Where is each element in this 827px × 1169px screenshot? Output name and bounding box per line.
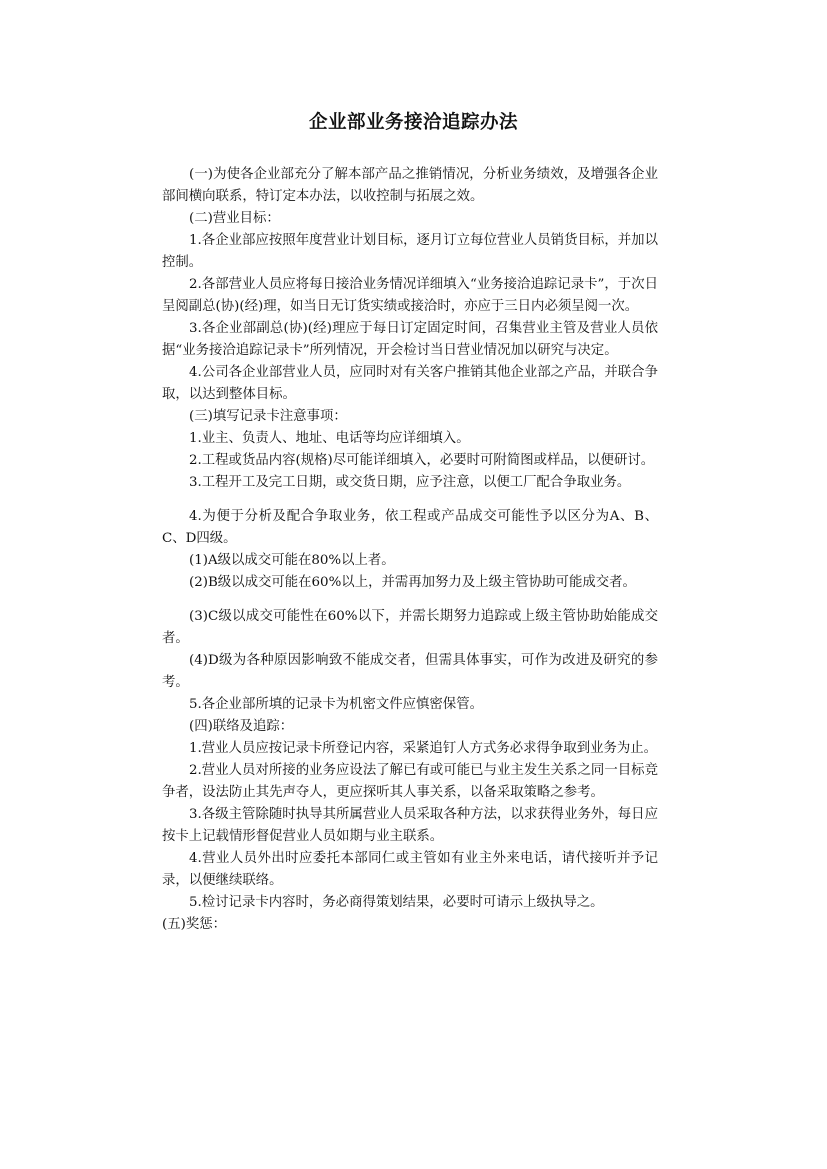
paragraph-item: 1.业主、负责人、地址、电话等均应详细填入。 [189,431,470,446]
paragraph-subitem: (3)C级以成交可能性在60%以下，并需长期努力追踪或上级主管协助始能成交者。 [162,609,658,646]
section-heading-contact-tracking: (四)联络及追踪： [189,719,294,734]
section-heading-rewards: (五)奖惩： [162,917,227,932]
paragraph-item: 2.工程或货品内容(规格)尽可能详细填入，必要时可附简图或样品，以便研讨。 [189,453,655,468]
paragraph-item: 3.各级主管除随时执导其所属营业人员采取各种方法，以求获得业务外，每日应按卡上记载情形督促营业人员如期与业主联系。 [162,807,658,844]
paragraph-item: 2.各部营业人员应将每日接洽业务情况详细填入“业务接洽追踪记录卡”，于次日呈阅副总(协)(经)理，如当日无订货实绩或接洽时，亦应于三日内必须呈阅一次。 [162,277,658,314]
paragraph-item: 4.为便于分析及配合争取业务，依工程或产品成交可能性予以区分为A、B、C、D四级。 [162,509,658,546]
paragraph-gap [162,594,658,606]
document-body [162,164,658,936]
paragraph-item: 1.营业人员应按记录卡所登记内容，采紧追钉人方式务必求得争取到业务为止。 [189,741,658,756]
paragraph-item: 2.营业人员对所接的业务应设法了解已有或可能已与业主发生关系之同一目标竞争者，设法防止其先声夺人，更应探听其人事关系，以备采取策略之参考。 [162,763,658,800]
paragraph-subitem: (4)D级为各种原因影响致不能成交者，但需具体事实，可作为改进及研究的参考。 [162,653,658,690]
paragraph-item: 4.公司各企业部营业人员，应同时对有关客户推销其他企业部之产品，并联合争取，以达到整体目标。 [162,365,658,402]
paragraph-item: 3.工程开工及完工日期，或交货日期，应予注意，以便工厂配合争取业务。 [189,475,631,490]
paragraph-subitem: (1)A级以成交可能在80%以上者。 [189,553,395,568]
paragraph-item: 5.各企业部所填的记录卡为机密文件应慎密保管。 [189,697,483,712]
paragraph-item: 3.各企业部副总(协)(经)理应于每日订定固定时间，召集营业主管及营业人员依据“业务接洽追踪记录卡”所列情况，开会检讨当日营业情况加以研究与决定。 [162,321,658,358]
section-heading-sales-target: (二)营业目标： [189,211,280,226]
document-title: 企业部业务接洽追踪办法 [308,112,518,133]
paragraph-item: 1.各企业部应按照年度营业计划目标，逐月订立每位营业人员销货目标，并加以控制。 [162,233,658,270]
paragraph-item: 5.检讨记录卡内容时，务必商得策划结果，必要时可请示上级执导之。 [189,895,604,910]
paragraph-item: 4.营业人员外出时应委托本部同仁或主管如有业主外来电话，请代接听并予记录，以便继续联络。 [162,851,658,888]
section-heading-card-notes: (三)填写记录卡注意事项： [189,409,347,424]
paragraph-subitem: (2)B级以成交可能在60%以上，并需再加努力及上级主管协助可能成交者。 [189,575,636,590]
paragraph-purpose: (一)为使各企业部充分了解本部产品之推销情况，分析业务绩效，及增强各企业部间横向联系，特订定本办法，以收控制与拓展之效。 [162,167,658,204]
paragraph-gap [162,494,658,506]
